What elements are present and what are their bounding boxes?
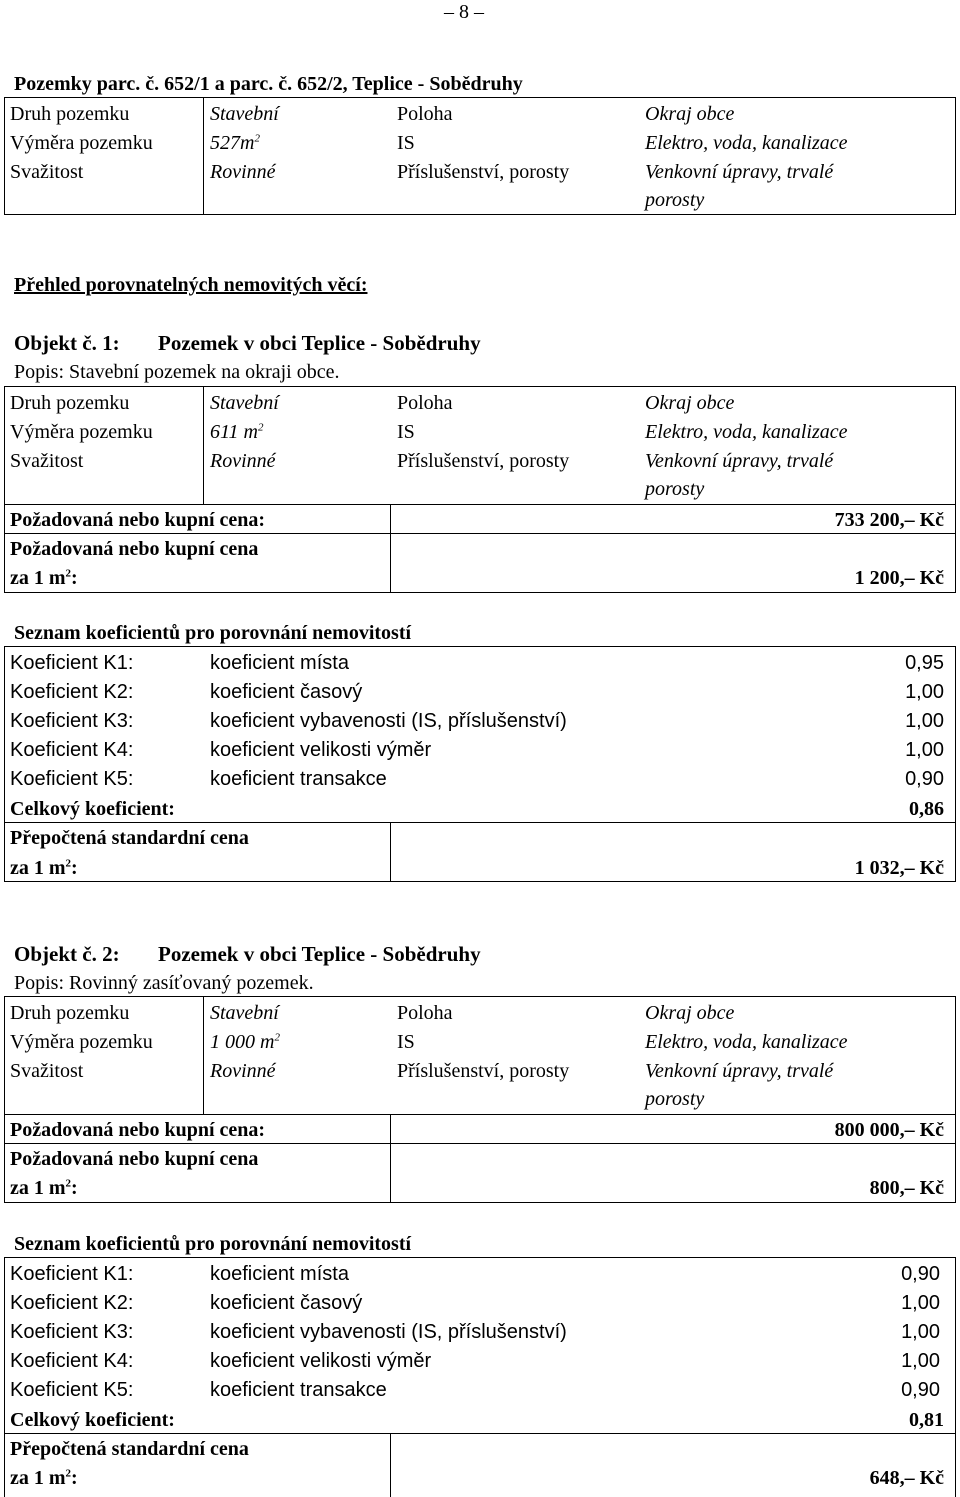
- parcel-area-label: Výměra pozemku: [10, 132, 153, 154]
- is-label: IS: [397, 421, 415, 443]
- coef-k1-name: Koeficient K1:: [10, 1263, 134, 1285]
- parcel-slope-label: Svažitost: [10, 161, 84, 183]
- total-coef-value: 0,81: [909, 1409, 944, 1431]
- accessories-value: Venkovní úpravy, trvalé: [645, 1060, 834, 1082]
- price-m2-label: Požadovaná nebo kupní cena: [10, 538, 259, 560]
- object-title: Pozemek v obci Teplice - Sobědruhy: [158, 331, 481, 355]
- parcel-slope-value: Rovinné: [210, 161, 276, 183]
- object-description: Popis: Rovinný zasíťovaný pozemek.: [14, 972, 314, 994]
- coef-k3-name: Koeficient K3:: [10, 710, 134, 732]
- overview-heading: Přehled porovnatelných nemovitých věcí:: [14, 274, 368, 296]
- parcel-is-value: Elektro, voda, kanalizace: [645, 132, 848, 154]
- page-number: – 8 –: [444, 1, 484, 23]
- location-label: Poloha: [397, 392, 453, 414]
- area-label: Výměra pozemku: [10, 421, 153, 443]
- area-value: 611 $m^2$: [210, 421, 264, 443]
- coef-k2-value: 1,00: [905, 681, 944, 703]
- coef-k3-desc: koeficient vybavenosti (IS, příslušenství): [210, 710, 567, 732]
- accessories-value-2: porosty: [645, 1088, 705, 1110]
- accessories-value: Venkovní úpravy, trvalé: [645, 450, 834, 472]
- price-m2-label: Požadovaná nebo kupní cena: [10, 1148, 259, 1170]
- coef-k5-name: Koeficient K5:: [10, 1379, 134, 1401]
- type-label: Druh pozemku: [10, 1002, 130, 1024]
- coef-k4-name: Koeficient K4:: [10, 1350, 134, 1372]
- parcel-location-value: Okraj obce: [645, 103, 735, 125]
- parcel-accessories-label: Příslušenství, porosty: [397, 161, 570, 183]
- slope-value: Rovinné: [210, 450, 276, 472]
- coef-k5-name: Koeficient K5:: [10, 768, 134, 790]
- is-value: Elektro, voda, kanalizace: [645, 421, 848, 443]
- parcel-title: Pozemky parc. č. 652/1 a parc. č. 652/2, Teplice - Sobědruhy: [14, 73, 523, 95]
- price-label: Požadovaná nebo kupní cena:: [10, 509, 266, 531]
- coef-k2-desc: koeficient časový: [210, 681, 363, 703]
- price-m2-value: 1 200,– Kč: [854, 567, 944, 589]
- std-price-label: Přepočtená standardní cena: [10, 827, 249, 849]
- parcel-is-label: IS: [397, 132, 415, 154]
- accessories-label: Příslušenství, porosty: [397, 450, 570, 472]
- coef-k4-value: 1,00: [905, 739, 944, 761]
- coef-k5-desc: koeficient transakce: [210, 1379, 387, 1401]
- coef-k2-value: 1,00: [901, 1292, 940, 1314]
- coef-heading: Seznam koeficientů pro porovnání nemovitostí: [14, 1233, 412, 1255]
- total-coef-label: Celkový koeficient:: [10, 1409, 175, 1431]
- parcel-location-label: Poloha: [397, 103, 453, 125]
- total-coef-value: 0,86: [909, 798, 944, 820]
- std-price-label-2: za 1 $m^2$:: [10, 857, 78, 879]
- slope-label: Svažitost: [10, 1060, 84, 1082]
- coef-k3-name: Koeficient K3:: [10, 1321, 134, 1343]
- coef-k2-desc: koeficient časový: [210, 1292, 363, 1314]
- coef-k1-value: 0,95: [905, 652, 944, 674]
- type-value: Stavební: [210, 1002, 279, 1024]
- area-label: Výměra pozemku: [10, 1031, 153, 1053]
- parcel-type-label: Druh pozemku: [10, 103, 130, 125]
- coef-k3-desc: koeficient vybavenosti (IS, příslušenství): [210, 1321, 567, 1343]
- price-value: 733 200,– Kč: [834, 509, 944, 531]
- slope-label: Svažitost: [10, 450, 84, 472]
- coef-k4-desc: koeficient velikosti výměr: [210, 739, 432, 761]
- price-m2-value: 800,– Kč: [869, 1177, 944, 1199]
- std-price-value: 648,– Kč: [869, 1467, 944, 1489]
- coef-k5-value: 0,90: [901, 1379, 940, 1401]
- coef-k4-name: Koeficient K4:: [10, 739, 134, 761]
- accessories-label: Příslušenství, porosty: [397, 1060, 570, 1082]
- accessories-value-2: porosty: [645, 478, 705, 500]
- location-value: Okraj obce: [645, 1002, 735, 1024]
- std-price-label: Přepočtená standardní cena: [10, 1438, 249, 1460]
- object-description: Popis: Stavební pozemek na okraji obce.: [14, 361, 340, 383]
- total-coef-label: Celkový koeficient:: [10, 798, 175, 820]
- object-title: Pozemek v obci Teplice - Sobědruhy: [158, 942, 481, 966]
- coef-k4-desc: koeficient velikosti výměr: [210, 1350, 432, 1372]
- is-label: IS: [397, 1031, 415, 1053]
- price-label: Požadovaná nebo kupní cena:: [10, 1119, 266, 1141]
- parcel-accessories-value-2: porosty: [645, 189, 705, 211]
- coef-k2-name: Koeficient K2:: [10, 681, 134, 703]
- parcel-area-value: $527m^2$: [210, 132, 260, 154]
- coef-k5-desc: koeficient transakce: [210, 768, 387, 790]
- coef-k5-value: 0,90: [905, 768, 944, 790]
- price-value: 800 000,– Kč: [834, 1119, 944, 1141]
- location-value: Okraj obce: [645, 392, 735, 414]
- location-label: Poloha: [397, 1002, 453, 1024]
- type-label: Druh pozemku: [10, 392, 130, 414]
- type-value: Stavební: [210, 392, 279, 414]
- object-label: Objekt č. 1:: [14, 331, 120, 355]
- coef-k3-value: 1,00: [901, 1321, 940, 1343]
- std-price-label-2: za 1 $m^2$:: [10, 1467, 78, 1489]
- coef-k1-desc: koeficient místa: [210, 1263, 349, 1285]
- coef-k2-name: Koeficient K2:: [10, 1292, 134, 1314]
- parcel-accessories-value: Venkovní úpravy, trvalé: [645, 161, 834, 183]
- is-value: Elektro, voda, kanalizace: [645, 1031, 848, 1053]
- coef-k3-value: 1,00: [905, 710, 944, 732]
- coef-k1-value: 0,90: [901, 1263, 940, 1285]
- std-price-value: 1 032,– Kč: [854, 857, 944, 879]
- price-m2-label-2: za 1 $m^2$:: [10, 567, 78, 589]
- price-m2-label-2: za 1 $m^2$:: [10, 1177, 78, 1199]
- object-label: Objekt č. 2:: [14, 942, 120, 966]
- parcel-type-value: Stavební: [210, 103, 279, 125]
- area-value: 1 000 $m^2$: [210, 1031, 280, 1053]
- coef-heading: Seznam koeficientů pro porovnání nemovitostí: [14, 622, 412, 644]
- slope-value: Rovinné: [210, 1060, 276, 1082]
- coef-k1-name: Koeficient K1:: [10, 652, 134, 674]
- coef-k4-value: 1,00: [901, 1350, 940, 1372]
- coef-k1-desc: koeficient místa: [210, 652, 349, 674]
